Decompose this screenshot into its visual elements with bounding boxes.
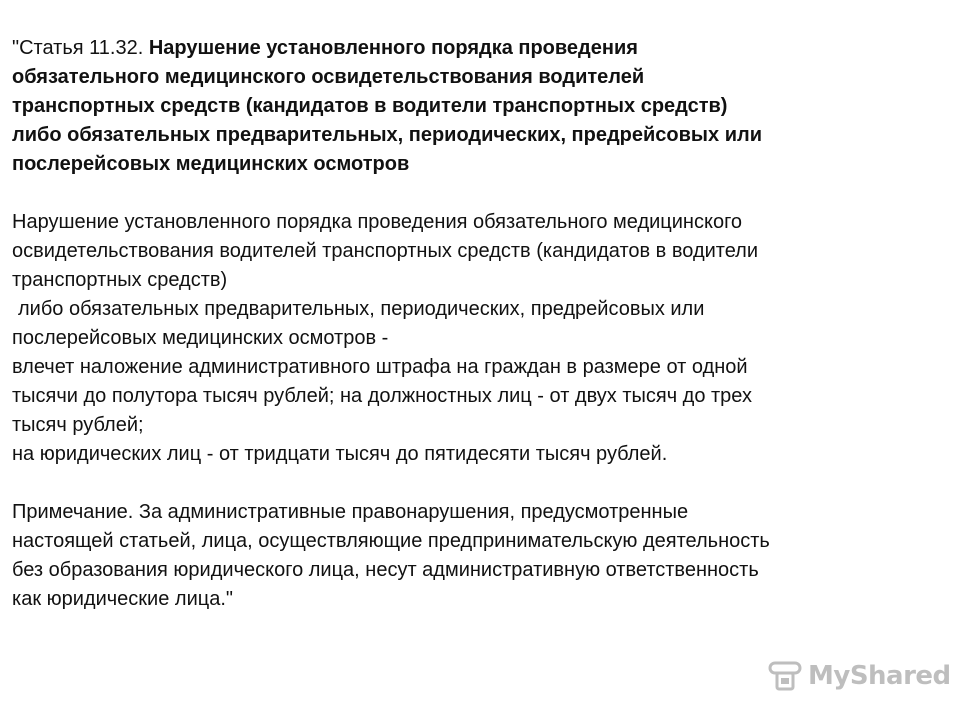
body-line: тысячи до полутора тысяч рублей; на должностных лиц - от двух тысяч до трех: [12, 385, 752, 407]
article-heading-line-3: транспортных средств (кандидатов в водители транспортных средств): [12, 95, 728, 117]
article-heading-line-5: послерейсовых медицинских осмотров: [12, 153, 410, 175]
note-line: настоящей статьей, лица, осуществляющие предпринимательскую деятельность: [12, 530, 770, 552]
body-line: послерейсовых медицинских осмотров -: [12, 327, 389, 349]
body-line: Нарушение установленного порядка проведения обязательного медицинского: [12, 211, 743, 233]
article-title-start: Нарушение установленного порядка проведения: [148, 37, 638, 59]
note-line: как юридические лица.": [12, 588, 233, 610]
paragraph-gap: [12, 469, 942, 498]
body-line: либо обязательных предварительных, периодических, предрейсовых или: [18, 298, 705, 320]
body-line: освидетельствования водителей транспортных средств (кандидатов в водители: [12, 240, 759, 262]
myshared-watermark: [768, 656, 951, 696]
body-line: тысяч рублей;: [12, 414, 144, 436]
article-heading-line-4: либо обязательных предварительных, периодических, предрейсовых или: [12, 124, 762, 146]
body-line: влечет наложение административного штрафа на граждан в размере от одной: [12, 356, 748, 378]
body-line: на юридических лиц - от тридцати тысяч до пятидесяти тысяч рублей.: [12, 443, 668, 465]
article-heading-line-1: [12, 34, 942, 63]
article-number: "Статья 11.32.: [12, 37, 149, 59]
body-line: транспортных средств): [12, 269, 228, 291]
note-line: Примечание. За административные правонарушения, предусмотренные: [12, 501, 689, 523]
paragraph-gap: [12, 179, 942, 208]
document-text: [12, 34, 942, 614]
article-heading-line-2: обязательного медицинского освидетельствования водителей: [12, 66, 645, 88]
note-line: без образования юридического лица, несут административную ответственность: [12, 559, 759, 581]
mushroom-logo-icon: [768, 659, 802, 693]
watermark-brand: MyShared: [808, 661, 951, 691]
